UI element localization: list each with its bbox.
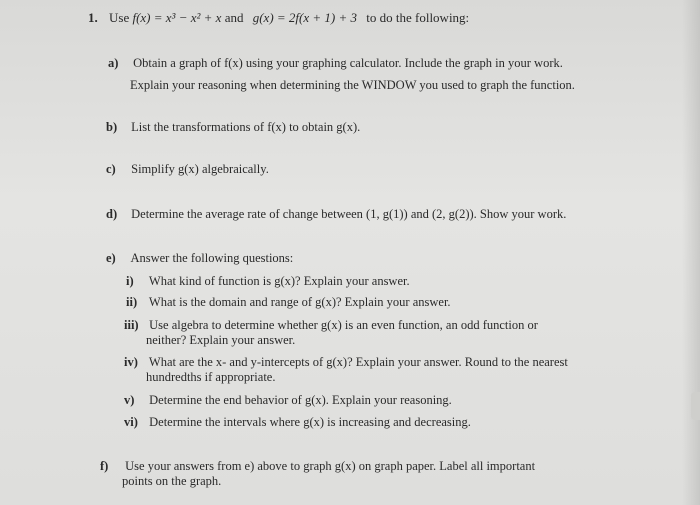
subpart-text: What kind of function is g(x)? Explain your answer. (148, 274, 410, 288)
subpart-text: Determine the intervals where g(x) is increasing and decreasing. (149, 415, 471, 429)
subpart-text: Use algebra to determine whether g(x) is an even function, an odd function or (149, 318, 538, 332)
part-e (106, 251, 293, 266)
g-definition: g(x) = 2f(x + 1) + 3 (252, 10, 358, 25)
subpart-ii (126, 295, 451, 310)
subpart-i (126, 274, 410, 289)
subpart-iii-line-2 (146, 333, 295, 348)
subpart-iv (124, 355, 568, 370)
part-text: Determine the average rate of change between (1, g(1)) and (2, g(2)). Show your work. (131, 207, 567, 221)
problem-number: 1. (88, 10, 98, 25)
page-edge-shadow (682, 0, 700, 505)
subpart-text: What are the x- and y-intercepts of g(x)? Explain your answer. Round to the nearest (148, 355, 568, 369)
subpart-label: vi) (124, 415, 138, 429)
f-definition: f(x) = x³ − x² + x (132, 10, 222, 25)
part-text: List the transformations of f(x) to obtain g(x). (131, 120, 361, 134)
subpart-label: v) (124, 393, 135, 407)
intro-post: to do the following: (366, 10, 470, 25)
subpart-label: iv) (124, 355, 138, 369)
subpart-iv-line-2 (146, 370, 275, 385)
part-label: f) (100, 459, 109, 473)
part-label: d) (106, 207, 118, 221)
subpart-text: What is the domain and range of g(x)? Explain your answer. (148, 295, 451, 309)
intro-and: and (224, 10, 244, 25)
subpart-vi (124, 415, 471, 430)
part-label: a) (108, 56, 119, 70)
part-a-line-2 (130, 78, 575, 93)
subpart-text: neither? Explain your answer. (146, 333, 296, 347)
subpart-text: hundredths if appropriate. (146, 370, 276, 384)
part-text: points on the graph. (122, 474, 222, 488)
part-text: Simplify g(x) algebraically. (131, 162, 269, 176)
part-text: Obtain a graph of f(x) using your graphing calculator. Include the graph in your work. (133, 56, 563, 70)
part-a (108, 56, 563, 71)
subpart-text: Determine the end behavior of g(x). Explain your reasoning. (149, 393, 452, 407)
subpart-label: iii) (124, 318, 139, 332)
part-text: Answer the following questions: (130, 251, 294, 265)
problem-statement (88, 10, 469, 26)
part-label: c) (106, 162, 116, 176)
subpart-label: i) (126, 274, 134, 288)
part-b (106, 120, 360, 135)
part-text: Use your answers from e) above to graph g(x) on graph paper. Label all important (125, 459, 536, 473)
subpart-iii (124, 318, 538, 333)
subpart-label: ii) (126, 295, 138, 309)
part-text: Explain your reasoning when determining the WINDOW you used to graph the function. (130, 78, 575, 92)
part-d (106, 207, 566, 222)
part-label: b) (106, 120, 118, 134)
part-f (100, 459, 535, 474)
part-label: e) (106, 251, 116, 265)
intro-pre: Use (109, 10, 130, 25)
part-f-line-2 (122, 474, 221, 489)
subpart-v (124, 393, 452, 408)
part-c (106, 162, 269, 177)
binder-clip (691, 392, 700, 420)
